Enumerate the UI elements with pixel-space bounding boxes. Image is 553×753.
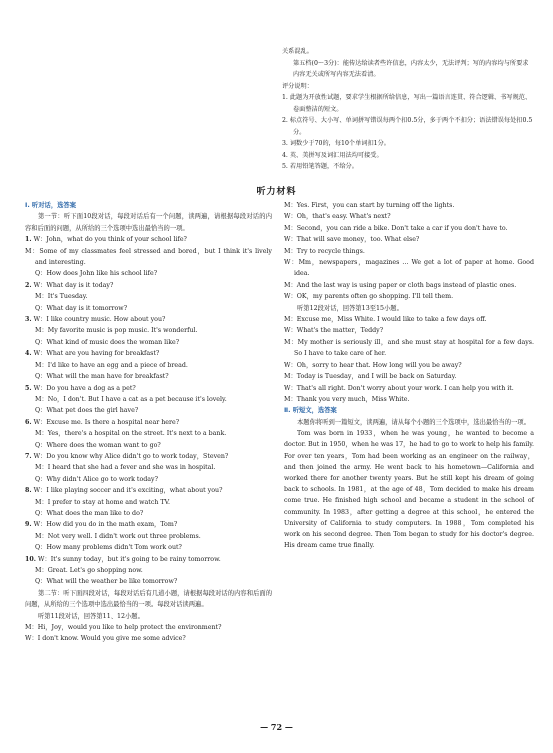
dialog-line: W：How did you do in the math exam，Tom? [33,521,178,529]
dialog-line: M：Some of my classmates feel stressed and bored，but I think it's lively and interesting. [25,247,272,267]
page-number-text: — 72 — [260,722,293,732]
question-line: Q：What will the man have for breakfast? [35,373,169,381]
dialog-line: M：Second，you can ride a bike. Don't take a car if you don't have to. [284,224,508,232]
item-number: 3. [25,316,32,324]
question-line: Q：Why didn't Alice go to work today? [35,475,158,483]
right-column [284,200,534,551]
item-number: 10. [25,555,36,563]
dialog-line: W：Oh，that's easy. What's next? [284,213,391,221]
question-line: Q：How many problems didn't Tom work out? [35,544,182,552]
dialog-line: M：It's Tuesday. [35,293,88,301]
dialog-item [25,234,272,280]
dialog-line: W：John，what do you think of your school life? [33,236,187,244]
notes-line: 第五档(0～3分)：能传达给读者些许信息，内容太少，无法评判；写的内容均与所要求内容无关或所写内容无法看清。 [293,59,529,78]
part2-intro: 第二节：听下面四段对话，每段对话后有几道小题，请根据每段对话的内容和后面的问题，从所给的三个选项中选出最恰当的一项。每段对话读两遍。 [25,589,272,609]
question-line: Q：What does the man like to do? [35,509,144,517]
dialog-line: M：Hi，Joy，would you like to help protect the environment? [25,624,222,632]
question-line: Q：What kind of music does the woman like? [35,338,180,346]
dialog-line: M：Yes. First，you can start by turning off the lights. [284,202,455,209]
dialog-line: M：Excuse me，Miss White. I would like to take a few days off. [284,316,487,324]
notes-line: 4. 英、美拼写及词汇用法均可接受。 [282,151,383,159]
question-line: Q：Where does the woman want to go? [35,441,161,449]
dialog-line: M：Try to recycle things. [284,247,365,255]
question-line: Q：What will the weather be like tomorrow? [35,578,178,586]
notes-line: 2. 标点符号、大小写、单词拼写错误每两个扣0.5分，多于两个不扣分；语法错误每处扣0.5分。 [282,117,533,136]
dialog-line: M：Great. Let's go shopping now. [35,567,143,574]
dialog-line: W：Do you have a dog as a pet? [33,384,136,392]
dialog-line: M：I'd like to have an egg and a piece of bread. [35,361,188,369]
notes-line: 1. 此题为开放性试题，要求学生根据所给信息，写出一篇语言连贯、符合逻辑、书写规范、卷面整洁的短文。 [282,94,532,113]
dialog-line: W：Excuse me. Is there a hospital near here? [33,418,180,426]
question-line: Q：How does John like his school life? [35,270,158,278]
dialog-line: M：Thank you very much，Miss White. [284,395,410,403]
dialog-line: W：It's sunny today，but it's going to be rainy tomorrow. [37,555,221,563]
item-number: 1. [25,236,32,244]
dialog-line: M：Not very well. I didn't work out three problems. [35,532,201,540]
dialog-item [25,485,272,519]
dialog-item [25,451,272,485]
item-number: 6. [25,418,32,426]
notes-line: 5. 若用铅笔答题，不给分。 [282,163,358,170]
section-title: 听力材料 [256,187,297,197]
part1-heading: Ⅰ. 听对话，选答案 [25,202,77,209]
dialog-item [25,383,272,417]
dialog-line: W：That's all right. Don't worry about your work. I can help you with it. [284,384,514,392]
question-line: Q：What pet does the girl have? [35,407,139,415]
dialog-line: M：I heard that she had a fever and she was in hospital. [35,464,216,472]
dialog-line: W：OK，my parents often go shopping. I'll tell them. [284,293,454,301]
dialog-item [25,348,272,382]
dialog11-heading: 听第11段对话，回答第11、12小题。 [38,612,144,620]
dialog-item [25,417,272,451]
dialog-line: M：My mother is seriously ill，and she must stay at hospital for a few days. So I have to take care of her. [284,338,534,358]
part2-intro: 本题你将听到一篇短文，读两遍，请从每个小题的三个选项中，选出最恰当的一项。 [297,418,530,426]
dialog-line: M：Today is Tuesday，and I will be back on Saturday. [284,373,457,381]
item-number: 9. [25,521,32,529]
dialog-item [25,314,272,348]
part1-intro: 第一节：听下面10段对话，每段对话后有一个问题，读两遍，请根据每段对话的内容和后面的问题，从所给的三个选项中选出最恰当的一项。 [25,213,272,232]
dialog-line: M：Yes，there's a hospital on the street. It's next to a bank. [35,430,227,438]
dialog-item [25,554,272,588]
notes-line: 关系混乱。 [282,48,313,55]
dialog-line: W：What are you having for breakfast? [33,350,160,358]
dialog-line: W：What's the matter，Teddy? [284,327,384,335]
dialog-line: M：And the last way is using paper or cloth bags instead of plastic ones. [284,281,517,289]
dialog-item [25,519,272,553]
dialog-line: M：No，I don't. But I have a cat as a pet because it's lovely. [35,395,227,403]
dialog-item [25,280,272,314]
item-number: 7. [25,452,32,460]
dialog-line: M：I prefer to stay at home and watch TV. [35,498,171,506]
question-line: Q：What day is it tomorrow? [35,304,128,312]
item-number: 2. [25,281,32,289]
page-number [0,722,553,732]
scoring-notes [282,46,534,173]
dialog-line: W：Do you know why Alice didn't go to work today，Steven? [33,452,229,460]
item-number: 8. [25,487,32,495]
dialog-line: M：My favorite music is pop music. It's wonderful. [35,327,198,335]
dialog-line: W：I don't know. Would you give me some advice? [25,635,186,643]
passage-text: Tom was born in 1933，when he was young，he wanted to become a doctor. But in 1950，when he was 17，he had to go to work to help his family. For over ten years，Tom had been working as an engineer on the railway，and then joined the army. He went back to his hometown—California and worked there for another twenty years. But he still kept his dream of going back to schools. In 1981，at the age of 48，Tom decided to make his dream come true. He finished high school and became a student in the school of community. In 1983，after getting a degree at this school，he entered the University of California to study computers. In 1988，Tom completed his work on his second degree. Then Tom began to study for his doctor's degree. His dream came true finally. [284,430,534,550]
item-number: 5. [25,384,32,392]
left-column [25,200,272,645]
dialog-line: W：I like playing soccer and it's exciting，what about you? [33,487,223,495]
dialog-line: W：I like country music. How about you? [33,316,166,324]
dialog12-heading: 听第12段对话，回答第13至15小题。 [297,304,403,312]
part2-heading: Ⅱ. 听短文，选答案 [284,407,337,415]
notes-line: 3. 词数少于70的，每10个单词扣1分。 [282,140,390,147]
dialog-line: W：Oh，sorry to hear that. How long will you be away? [284,361,462,369]
notes-line: 评分说明： [282,82,313,90]
dialog-line: W：What day is it today? [33,281,114,289]
item-number: 4. [25,350,32,358]
dialog-line: W：Mm，newspapers，magazines … We get a lot of paper at home. Good idea. [284,259,534,278]
dialog-line: W：That will save money，too. What else? [284,236,420,244]
